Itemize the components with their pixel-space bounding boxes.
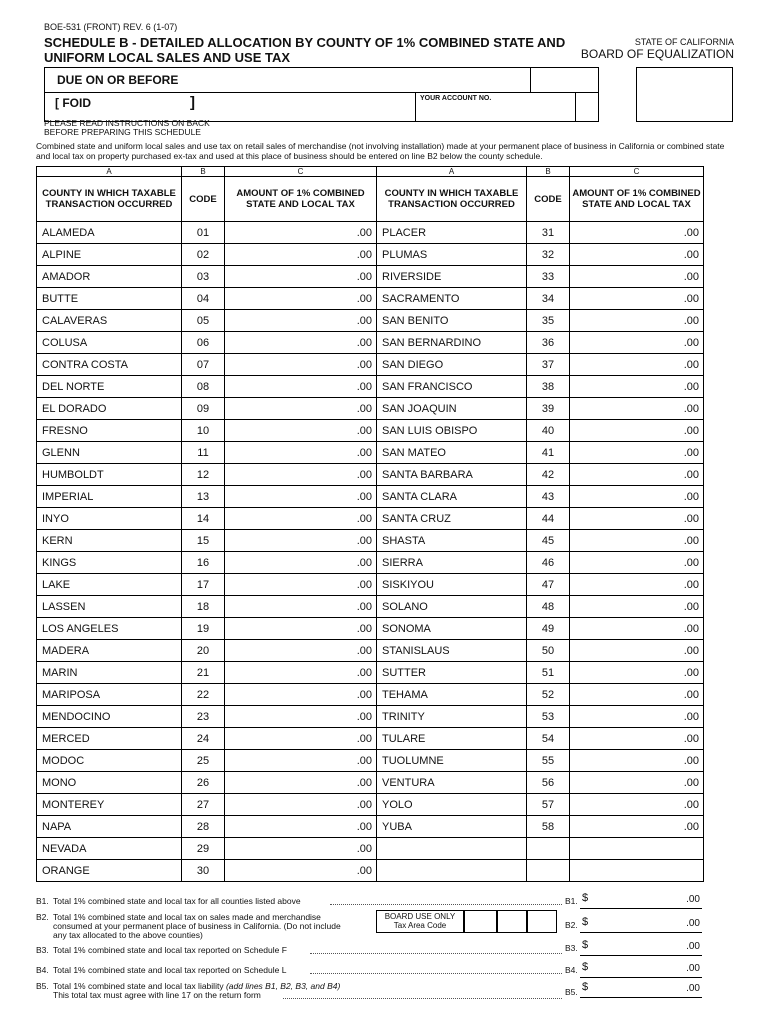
tax-area-code-box[interactable] bbox=[497, 910, 527, 933]
county-amount-field[interactable]: .00 bbox=[225, 728, 377, 750]
col-header-code: CODE bbox=[182, 177, 225, 222]
table-row bbox=[37, 794, 704, 816]
county-name: SAN FRANCISCO bbox=[377, 376, 527, 398]
line-b5-field[interactable]: $ .00 bbox=[580, 983, 702, 998]
county-amount-field[interactable]: .00 bbox=[225, 706, 377, 728]
state-label: STATE OF CALIFORNIA bbox=[634, 37, 734, 47]
county-amount-field[interactable]: .00 bbox=[570, 508, 704, 530]
leader-dots bbox=[283, 998, 562, 999]
col-letter-b: B bbox=[182, 167, 225, 177]
county-code: 49 bbox=[527, 618, 570, 640]
empty-cell bbox=[570, 838, 704, 860]
line-b1-text: B1. Total 1% combined state and local tax for all counties listed above bbox=[36, 896, 301, 906]
county-name: YUBA bbox=[377, 816, 527, 838]
county-name: PLACER bbox=[377, 222, 527, 244]
county-amount-field[interactable]: .00 bbox=[570, 288, 704, 310]
line-b1-field[interactable]: $ .00 bbox=[580, 894, 702, 909]
county-name: SAN DIEGO bbox=[377, 354, 527, 376]
county-amount-field[interactable]: .00 bbox=[225, 860, 377, 882]
county-amount-field[interactable]: .00 bbox=[570, 640, 704, 662]
county-name: SUTTER bbox=[377, 662, 527, 684]
county-name: MARIPOSA bbox=[37, 684, 182, 706]
county-name: NAPA bbox=[37, 816, 182, 838]
col-letter-a: A bbox=[37, 167, 182, 177]
county-name: RIVERSIDE bbox=[377, 266, 527, 288]
county-code: 25 bbox=[182, 750, 225, 772]
county-amount-field[interactable]: .00 bbox=[225, 662, 377, 684]
table-row bbox=[37, 464, 704, 486]
county-name: SACRAMENTO bbox=[377, 288, 527, 310]
table-row bbox=[37, 266, 704, 288]
county-amount-field[interactable]: .00 bbox=[570, 530, 704, 552]
table-row bbox=[37, 662, 704, 684]
county-code: 39 bbox=[527, 398, 570, 420]
county-name: ORANGE bbox=[37, 860, 182, 882]
county-code: 24 bbox=[182, 728, 225, 750]
county-name: DEL NORTE bbox=[37, 376, 182, 398]
line-b4-field[interactable]: $ .00 bbox=[580, 963, 702, 978]
county-name: KINGS bbox=[37, 552, 182, 574]
table-row bbox=[37, 398, 704, 420]
county-name: SAN LUIS OBISPO bbox=[377, 420, 527, 442]
county-amount-field[interactable]: .00 bbox=[225, 772, 377, 794]
county-amount-field[interactable]: .00 bbox=[570, 552, 704, 574]
county-code: 05 bbox=[182, 310, 225, 332]
line-b4-text: B4. Total 1% combined state and local tax reported on Schedule L bbox=[36, 965, 287, 975]
county-code: 34 bbox=[527, 288, 570, 310]
county-code: 35 bbox=[527, 310, 570, 332]
col-header-amount: AMOUNT OF 1% COMBINED STATE AND LOCAL TAX bbox=[570, 177, 704, 222]
county-name: SAN BERNARDINO bbox=[377, 332, 527, 354]
county-code: 02 bbox=[182, 244, 225, 266]
table-row bbox=[37, 332, 704, 354]
table-row bbox=[37, 728, 704, 750]
county-amount-field[interactable]: .00 bbox=[225, 750, 377, 772]
col-header-code: CODE bbox=[527, 177, 570, 222]
table-row bbox=[37, 530, 704, 552]
line-b5-text: B5. Total 1% combined state and local tax liability (add lines B1, B2, B3, and B4) This total tax must agree with line 17 on the return form bbox=[36, 981, 341, 1000]
county-code: 01 bbox=[182, 222, 225, 244]
county-code: 21 bbox=[182, 662, 225, 684]
county-amount-field[interactable]: .00 bbox=[225, 398, 377, 420]
county-amount-field[interactable]: .00 bbox=[570, 266, 704, 288]
county-table bbox=[36, 166, 704, 882]
county-amount-field[interactable]: .00 bbox=[225, 420, 377, 442]
county-code: 03 bbox=[182, 266, 225, 288]
line-b5-label: B5. bbox=[565, 987, 578, 997]
intro-text: Combined state and uniform local sales and use tax on retail sales of merchandise (not involving installation) made at your permanent place of business in California or combined state and local tax on property purchased ex-tax and used at this place of business should be entered on line B2 below the county schedule. bbox=[36, 141, 725, 161]
county-code: 18 bbox=[182, 596, 225, 618]
county-code: 46 bbox=[527, 552, 570, 574]
col-letter-a: A bbox=[377, 167, 527, 177]
county-code: 04 bbox=[182, 288, 225, 310]
empty-cell bbox=[570, 860, 704, 882]
line-b2-label: B2. bbox=[565, 920, 578, 930]
account-label: YOUR ACCOUNT NO. bbox=[420, 95, 492, 102]
county-name: ALAMEDA bbox=[37, 222, 182, 244]
county-amount-field[interactable]: .00 bbox=[570, 574, 704, 596]
table-row bbox=[37, 816, 704, 838]
county-code: 17 bbox=[182, 574, 225, 596]
board-use-only-box: BOARD USE ONLY Tax Area Code bbox=[376, 910, 464, 933]
foid-bracket: ] bbox=[190, 94, 195, 111]
table-row bbox=[37, 442, 704, 464]
county-code: 27 bbox=[182, 794, 225, 816]
county-amount-field[interactable]: .00 bbox=[570, 794, 704, 816]
county-amount-field[interactable]: .00 bbox=[225, 354, 377, 376]
table-row bbox=[37, 420, 704, 442]
county-name: STANISLAUS bbox=[377, 640, 527, 662]
table-row bbox=[37, 706, 704, 728]
table-row bbox=[37, 486, 704, 508]
county-code: 10 bbox=[182, 420, 225, 442]
county-name: LOS ANGELES bbox=[37, 618, 182, 640]
county-code: 28 bbox=[182, 816, 225, 838]
county-amount-field[interactable]: .00 bbox=[570, 662, 704, 684]
county-name: CALAVERAS bbox=[37, 310, 182, 332]
county-code: 44 bbox=[527, 508, 570, 530]
county-name: SONOMA bbox=[377, 618, 527, 640]
county-amount-field[interactable]: .00 bbox=[570, 684, 704, 706]
county-amount-field[interactable]: .00 bbox=[570, 464, 704, 486]
table-row bbox=[37, 288, 704, 310]
table-row bbox=[37, 684, 704, 706]
county-amount-field[interactable]: .00 bbox=[225, 266, 377, 288]
county-code: 40 bbox=[527, 420, 570, 442]
tax-area-code-box[interactable] bbox=[464, 910, 497, 933]
table-row bbox=[37, 222, 704, 244]
county-name: HUMBOLDT bbox=[37, 464, 182, 486]
county-code: 58 bbox=[527, 816, 570, 838]
line-b3-field[interactable]: $ .00 bbox=[580, 941, 702, 956]
table-row bbox=[37, 552, 704, 574]
county-amount-field[interactable]: .00 bbox=[225, 376, 377, 398]
county-name: MARIN bbox=[37, 662, 182, 684]
county-amount-field[interactable]: .00 bbox=[570, 420, 704, 442]
county-amount-field[interactable]: .00 bbox=[225, 618, 377, 640]
table-row bbox=[37, 838, 704, 860]
leader-dots bbox=[310, 953, 562, 954]
county-code: 41 bbox=[527, 442, 570, 464]
table-row bbox=[37, 310, 704, 332]
table-row bbox=[37, 618, 704, 640]
county-amount-field[interactable]: .00 bbox=[225, 816, 377, 838]
county-code: 54 bbox=[527, 728, 570, 750]
col-header-county: COUNTY IN WHICH TAXABLE TRANSACTION OCCURRED bbox=[377, 177, 527, 222]
col-letter-c: C bbox=[225, 167, 377, 177]
county-name: TULARE bbox=[377, 728, 527, 750]
county-code: 37 bbox=[527, 354, 570, 376]
county-amount-field[interactable]: .00 bbox=[225, 288, 377, 310]
county-code: 53 bbox=[527, 706, 570, 728]
county-amount-field[interactable]: .00 bbox=[225, 794, 377, 816]
county-name: TRINITY bbox=[377, 706, 527, 728]
county-code: 48 bbox=[527, 596, 570, 618]
county-name bbox=[377, 860, 527, 882]
county-code: 20 bbox=[182, 640, 225, 662]
county-name: IMPERIAL bbox=[37, 486, 182, 508]
table-row bbox=[37, 860, 704, 882]
county-amount-field[interactable]: .00 bbox=[225, 508, 377, 530]
county-amount-field[interactable]: .00 bbox=[225, 244, 377, 266]
county-name: SAN BENITO bbox=[377, 310, 527, 332]
county-name: KERN bbox=[37, 530, 182, 552]
table-row bbox=[37, 376, 704, 398]
col-letter-b: B bbox=[527, 167, 570, 177]
county-code: 14 bbox=[182, 508, 225, 530]
county-name: SISKIYOU bbox=[377, 574, 527, 596]
county-amount-field[interactable]: .00 bbox=[570, 310, 704, 332]
table-row bbox=[37, 772, 704, 794]
leader-dots bbox=[330, 904, 562, 905]
county-amount-field[interactable]: .00 bbox=[570, 486, 704, 508]
county-amount-field[interactable]: .00 bbox=[225, 442, 377, 464]
county-name: TUOLUMNE bbox=[377, 750, 527, 772]
table-row bbox=[37, 640, 704, 662]
county-amount-field[interactable]: .00 bbox=[570, 596, 704, 618]
county-amount-field[interactable]: .00 bbox=[570, 244, 704, 266]
county-name: COLUSA bbox=[37, 332, 182, 354]
county-amount-field[interactable]: .00 bbox=[225, 838, 377, 860]
county-amount-field[interactable]: .00 bbox=[570, 706, 704, 728]
county-name bbox=[377, 838, 527, 860]
county-amount-field[interactable]: .00 bbox=[570, 376, 704, 398]
county-amount-field[interactable]: .00 bbox=[225, 332, 377, 354]
county-amount-field[interactable]: .00 bbox=[570, 772, 704, 794]
county-code: 43 bbox=[527, 486, 570, 508]
county-code: 06 bbox=[182, 332, 225, 354]
county-name: MENDOCINO bbox=[37, 706, 182, 728]
county-code: 09 bbox=[182, 398, 225, 420]
county-name: SOLANO bbox=[377, 596, 527, 618]
county-name: SHASTA bbox=[377, 530, 527, 552]
county-code: 38 bbox=[527, 376, 570, 398]
county-amount-field[interactable]: .00 bbox=[225, 552, 377, 574]
county-name: VENTURA bbox=[377, 772, 527, 794]
county-code: 22 bbox=[182, 684, 225, 706]
county-amount-field[interactable]: .00 bbox=[570, 398, 704, 420]
county-name: INYO bbox=[37, 508, 182, 530]
county-amount-field[interactable]: .00 bbox=[570, 332, 704, 354]
county-amount-field[interactable]: .00 bbox=[570, 618, 704, 640]
county-name: TEHAMA bbox=[377, 684, 527, 706]
due-label: DUE ON OR BEFORE bbox=[57, 73, 179, 87]
col-header-amount: AMOUNT OF 1% COMBINED STATE AND LOCAL TAX bbox=[225, 177, 377, 222]
county-name: GLENN bbox=[37, 442, 182, 464]
office-use-box bbox=[636, 67, 733, 122]
county-code: 19 bbox=[182, 618, 225, 640]
county-amount-field[interactable]: .00 bbox=[570, 750, 704, 772]
county-name: SANTA BARBARA bbox=[377, 464, 527, 486]
county-code: 56 bbox=[527, 772, 570, 794]
county-rows bbox=[37, 222, 704, 882]
county-name: AMADOR bbox=[37, 266, 182, 288]
tax-area-code-box[interactable] bbox=[527, 910, 557, 933]
county-code: 16 bbox=[182, 552, 225, 574]
county-amount-field[interactable]: .00 bbox=[570, 222, 704, 244]
county-amount-field[interactable]: .00 bbox=[570, 728, 704, 750]
county-amount-field[interactable]: .00 bbox=[225, 222, 377, 244]
foid-label: [ FOID bbox=[55, 96, 91, 110]
county-code: 50 bbox=[527, 640, 570, 662]
county-code: 36 bbox=[527, 332, 570, 354]
line-b2-field[interactable]: $ .00 bbox=[580, 918, 702, 933]
county-name: SIERRA bbox=[377, 552, 527, 574]
county-amount-field[interactable]: .00 bbox=[225, 464, 377, 486]
county-code: 07 bbox=[182, 354, 225, 376]
county-amount-field[interactable]: .00 bbox=[225, 486, 377, 508]
county-code: 11 bbox=[182, 442, 225, 464]
table-row bbox=[37, 596, 704, 618]
county-name: EL DORADO bbox=[37, 398, 182, 420]
county-code: 30 bbox=[182, 860, 225, 882]
account-number-subfield[interactable] bbox=[575, 92, 599, 122]
county-name: FRESNO bbox=[37, 420, 182, 442]
county-name: SAN JOAQUIN bbox=[377, 398, 527, 420]
county-name: SANTA CLARA bbox=[377, 486, 527, 508]
due-date-field[interactable] bbox=[530, 67, 599, 92]
county-amount-field[interactable]: .00 bbox=[225, 684, 377, 706]
county-code bbox=[527, 860, 570, 882]
county-name: MODOC bbox=[37, 750, 182, 772]
line-b2-text: B2. Total 1% combined state and local tax on sales made and merchandise consumed at your permanent place of business in California. (Do not include any tax allocated to the above counties) bbox=[36, 912, 341, 940]
county-name: ALPINE bbox=[37, 244, 182, 266]
county-code: 42 bbox=[527, 464, 570, 486]
county-code: 33 bbox=[527, 266, 570, 288]
county-code: 26 bbox=[182, 772, 225, 794]
county-code: 57 bbox=[527, 794, 570, 816]
county-amount-field[interactable]: .00 bbox=[225, 640, 377, 662]
form-id: BOE-531 (FRONT) REV. 6 (1-07) bbox=[44, 22, 178, 32]
line-b3-text: B3. Total 1% combined state and local tax reported on Schedule F bbox=[36, 945, 287, 955]
county-amount-field[interactable]: .00 bbox=[225, 574, 377, 596]
county-name: MONTEREY bbox=[37, 794, 182, 816]
board-label: BOARD OF EQUALIZATION bbox=[580, 47, 734, 61]
county-name: YOLO bbox=[377, 794, 527, 816]
county-code: 52 bbox=[527, 684, 570, 706]
county-code: 15 bbox=[182, 530, 225, 552]
table-row bbox=[37, 244, 704, 266]
county-code: 08 bbox=[182, 376, 225, 398]
county-name: LAKE bbox=[37, 574, 182, 596]
leader-dots bbox=[310, 973, 562, 974]
county-amount-field[interactable]: .00 bbox=[225, 530, 377, 552]
county-code: 47 bbox=[527, 574, 570, 596]
table-row bbox=[37, 750, 704, 772]
county-name: MONO bbox=[37, 772, 182, 794]
line-b4-label: B4. bbox=[565, 965, 578, 975]
table-row bbox=[37, 574, 704, 596]
line-b3-label: B3. bbox=[565, 943, 578, 953]
table-row bbox=[37, 508, 704, 530]
county-code: 12 bbox=[182, 464, 225, 486]
line-b1-label: B1. bbox=[565, 896, 578, 906]
county-name: SAN MATEO bbox=[377, 442, 527, 464]
county-name: MADERA bbox=[37, 640, 182, 662]
table-row bbox=[37, 354, 704, 376]
county-amount-field[interactable]: .00 bbox=[225, 596, 377, 618]
county-code: 29 bbox=[182, 838, 225, 860]
county-code: 13 bbox=[182, 486, 225, 508]
county-name: LASSEN bbox=[37, 596, 182, 618]
county-code: 51 bbox=[527, 662, 570, 684]
county-code bbox=[527, 838, 570, 860]
col-letter-c: C bbox=[570, 167, 704, 177]
county-name: SANTA CRUZ bbox=[377, 508, 527, 530]
county-name: CONTRA COSTA bbox=[37, 354, 182, 376]
instructions-note: PLEASE READ INSTRUCTIONS ON BACK BEFORE PREPARING THIS SCHEDULE bbox=[44, 118, 210, 137]
page-title: SCHEDULE B - DETAILED ALLOCATION BY COUNTY OF 1% COMBINED STATE AND UNIFORM LOCAL SALES AND USE TAX bbox=[44, 35, 566, 65]
col-header-county: COUNTY IN WHICH TAXABLE TRANSACTION OCCURRED bbox=[37, 177, 182, 222]
county-name: BUTTE bbox=[37, 288, 182, 310]
county-amount-field[interactable]: .00 bbox=[570, 354, 704, 376]
county-name: MERCED bbox=[37, 728, 182, 750]
county-code: 31 bbox=[527, 222, 570, 244]
county-amount-field[interactable]: .00 bbox=[570, 442, 704, 464]
county-code: 55 bbox=[527, 750, 570, 772]
county-code: 45 bbox=[527, 530, 570, 552]
county-code: 23 bbox=[182, 706, 225, 728]
county-name: NEVADA bbox=[37, 838, 182, 860]
county-name: PLUMAS bbox=[377, 244, 527, 266]
county-amount-field[interactable]: .00 bbox=[225, 310, 377, 332]
county-amount-field[interactable]: .00 bbox=[570, 816, 704, 838]
county-code: 32 bbox=[527, 244, 570, 266]
